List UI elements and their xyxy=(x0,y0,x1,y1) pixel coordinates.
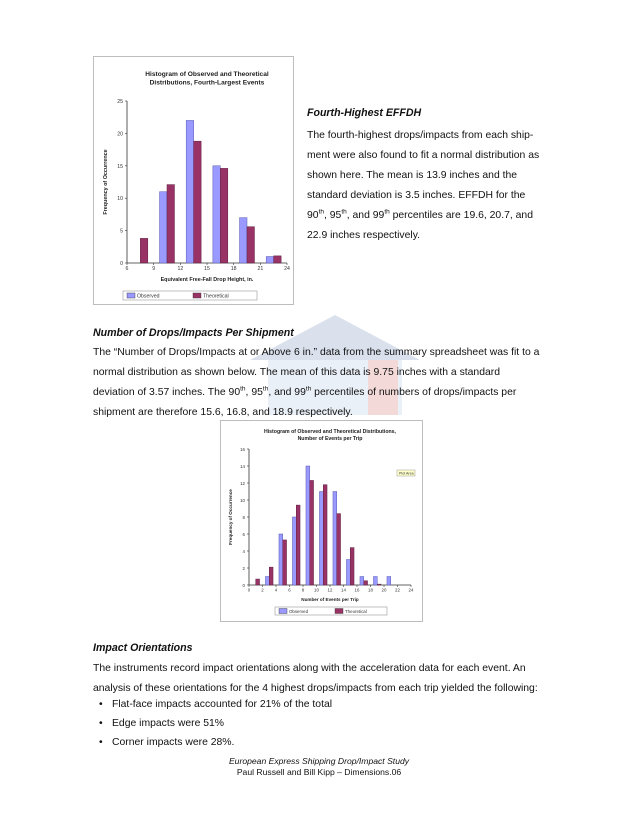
plot-area-tooltip-text: Plot Area xyxy=(399,471,414,476)
y-tick-label: 4 xyxy=(242,549,245,554)
y-tick-label: 8 xyxy=(242,515,245,520)
bar-observed xyxy=(186,120,193,263)
section2-line: The “Number of Drops/Impacts at or Above 6 in.” data from the summary spreadsheet was fit to a xyxy=(93,347,540,358)
bar-theoretical xyxy=(323,485,327,585)
chart-title-line: Distributions, Fourth-Largest Events xyxy=(149,79,265,87)
bar-theoretical xyxy=(337,514,341,585)
legend-swatch xyxy=(127,293,135,298)
superscript: th xyxy=(341,208,347,216)
superscript: th xyxy=(305,385,312,393)
bar-observed xyxy=(373,577,377,586)
bar-observed xyxy=(279,534,283,585)
x-axis-label: Equivalent Free-Fall Drop Height, in. xyxy=(160,277,254,283)
bar-observed xyxy=(292,517,296,585)
bar-observed xyxy=(319,492,323,586)
bar-observed xyxy=(387,577,391,586)
x-tick-label: 24 xyxy=(284,266,290,273)
x-tick-label: 22 xyxy=(395,587,400,593)
x-tick-label: 24 xyxy=(408,587,414,593)
chart-events-per-trip-svg xyxy=(221,421,422,621)
y-tick-label: 16 xyxy=(240,447,245,452)
x-tick-label: 0 xyxy=(247,587,251,593)
superscript: th xyxy=(318,208,324,216)
legend-swatch xyxy=(279,609,287,614)
legend-label: Observed xyxy=(137,293,160,300)
legend-label: Observed xyxy=(289,609,309,614)
section1-line: The fourth-highest drops/impacts from each ship- xyxy=(307,130,534,141)
section3-line: The instruments record impact orientations along with the acceleration data for each event. An xyxy=(93,663,526,674)
legend-swatch xyxy=(193,293,201,298)
x-tick-label: 20 xyxy=(381,587,387,593)
bar-theoretical xyxy=(269,567,273,585)
x-tick-label: 16 xyxy=(354,587,360,593)
section-heading-impact-orientations: Impact Orientations xyxy=(93,642,193,654)
bar-theoretical xyxy=(256,579,260,585)
bar-theoretical xyxy=(167,185,174,263)
x-tick-label: 21 xyxy=(257,266,264,273)
y-tick-label: 0 xyxy=(120,261,123,267)
y-tick-label: 6 xyxy=(242,532,245,537)
y-tick-label: 15 xyxy=(117,163,123,170)
bar-theoretical xyxy=(296,505,300,585)
x-tick-label: 6 xyxy=(288,587,291,593)
legend-label: Theoretical xyxy=(345,609,367,614)
bar-observed xyxy=(306,466,310,585)
bar-observed xyxy=(240,218,247,263)
x-tick-label: 6 xyxy=(125,266,129,273)
bar-theoretical xyxy=(274,256,281,263)
x-tick-label: 18 xyxy=(368,587,373,593)
section2-line: shipment are therefore 15.6, 16.8, and 18.9 respectively. xyxy=(93,407,353,418)
chart-title-line: Histogram of Observed and Theoretical xyxy=(145,71,269,78)
y-tick-label: 2 xyxy=(242,566,245,571)
bar-observed xyxy=(266,257,273,263)
y-tick-label: 12 xyxy=(240,481,245,486)
x-tick-label: 8 xyxy=(301,587,305,593)
x-tick-label: 9 xyxy=(152,266,156,273)
superscript: th xyxy=(384,208,390,216)
section-heading-drops-per-shipment: Number of Drops/Impacts Per Shipment xyxy=(93,327,294,339)
x-tick-label: 4 xyxy=(274,587,278,593)
bar-theoretical xyxy=(283,540,287,585)
section3-line: analysis of these orientations for the 4 highest drops/impacts from each trip yielded the following: xyxy=(93,683,538,694)
y-tick-label: 25 xyxy=(117,99,123,105)
section2-line: normal distribution as shown below. The mean of this data is 9.75 inches with a standard xyxy=(93,367,501,378)
section2-line: deviation of 3.57 inches. The 90th, 95th, and 99th percentiles of numbers of drops/impacts per xyxy=(93,385,517,398)
legend-swatch xyxy=(335,609,343,614)
footer-line-study-title: European Express Shipping Drop/Impact Study xyxy=(228,756,410,766)
y-tick-label: 14 xyxy=(240,464,245,469)
bar-observed xyxy=(346,560,350,586)
y-axis-label: Frequency of Occurrence xyxy=(103,149,109,215)
bullet-item: • Corner impacts were 28%. xyxy=(112,737,234,748)
bar-theoretical xyxy=(364,581,368,585)
superscript: th xyxy=(240,385,246,393)
x-tick-label: 15 xyxy=(204,266,210,273)
bullet-item: • Edge impacts were 51% xyxy=(112,718,224,729)
bar-theoretical xyxy=(220,168,227,263)
x-tick-label: 10 xyxy=(314,587,319,593)
y-tick-label: 0 xyxy=(242,583,245,588)
x-tick-label: 18 xyxy=(230,266,237,273)
y-tick-label: 10 xyxy=(240,498,245,503)
section1-line: shown here. The mean is 13.9 inches and the xyxy=(307,170,518,181)
x-tick-label: 12 xyxy=(177,266,184,273)
superscript: th xyxy=(262,385,269,393)
x-axis-label: Number of Events per Trip xyxy=(301,597,359,602)
chart-fourth-largest-svg xyxy=(94,57,293,304)
legend-label: Theoretical xyxy=(203,293,229,300)
bar-theoretical xyxy=(140,238,147,263)
bar-observed xyxy=(333,492,337,586)
y-tick-label: 5 xyxy=(120,228,123,235)
section1-line: 90th, 95th, and 99th percentiles are 19.6, 20.7, and xyxy=(307,208,533,221)
footer-line-authors: Paul Russell and Bill Kipp – Dimensions.06 xyxy=(236,767,402,777)
bar-theoretical xyxy=(247,227,254,263)
bar-theoretical xyxy=(377,584,381,585)
y-tick-label: 20 xyxy=(117,131,123,138)
page-footer xyxy=(0,756,638,778)
section1-line: ment were also found to fit a normal distribution as xyxy=(307,150,540,161)
chart-events-per-trip xyxy=(220,420,423,622)
section1-line: 22.9 inches respectively. xyxy=(307,230,421,241)
bar-theoretical xyxy=(310,480,314,585)
section1-line: standard deviation is 3.5 inches. EFFDH for the xyxy=(307,190,526,201)
bar-theoretical xyxy=(350,548,354,585)
x-tick-label: 2 xyxy=(261,587,264,593)
x-tick-label: 14 xyxy=(341,587,346,593)
chart-fourth-largest-events xyxy=(93,56,294,305)
y-axis-label: Frequency of Occurrence xyxy=(228,489,233,545)
bar-observed xyxy=(360,577,364,586)
chart-title-line: Histogram of Observed and Theoretical Distributions, xyxy=(263,429,397,435)
bar-theoretical xyxy=(194,141,201,263)
section-heading-fourth-highest: Fourth-Highest EFFDH xyxy=(307,107,422,119)
x-tick-label: 12 xyxy=(327,587,333,593)
bar-observed xyxy=(265,577,269,586)
bar-observed xyxy=(160,192,167,263)
bar-observed xyxy=(213,166,220,263)
bullet-item: • Flat-face impacts accounted for 21% of the total xyxy=(112,699,332,710)
chart-title-line: Number of Events per Trip xyxy=(297,436,363,443)
y-tick-label: 10 xyxy=(117,196,123,203)
